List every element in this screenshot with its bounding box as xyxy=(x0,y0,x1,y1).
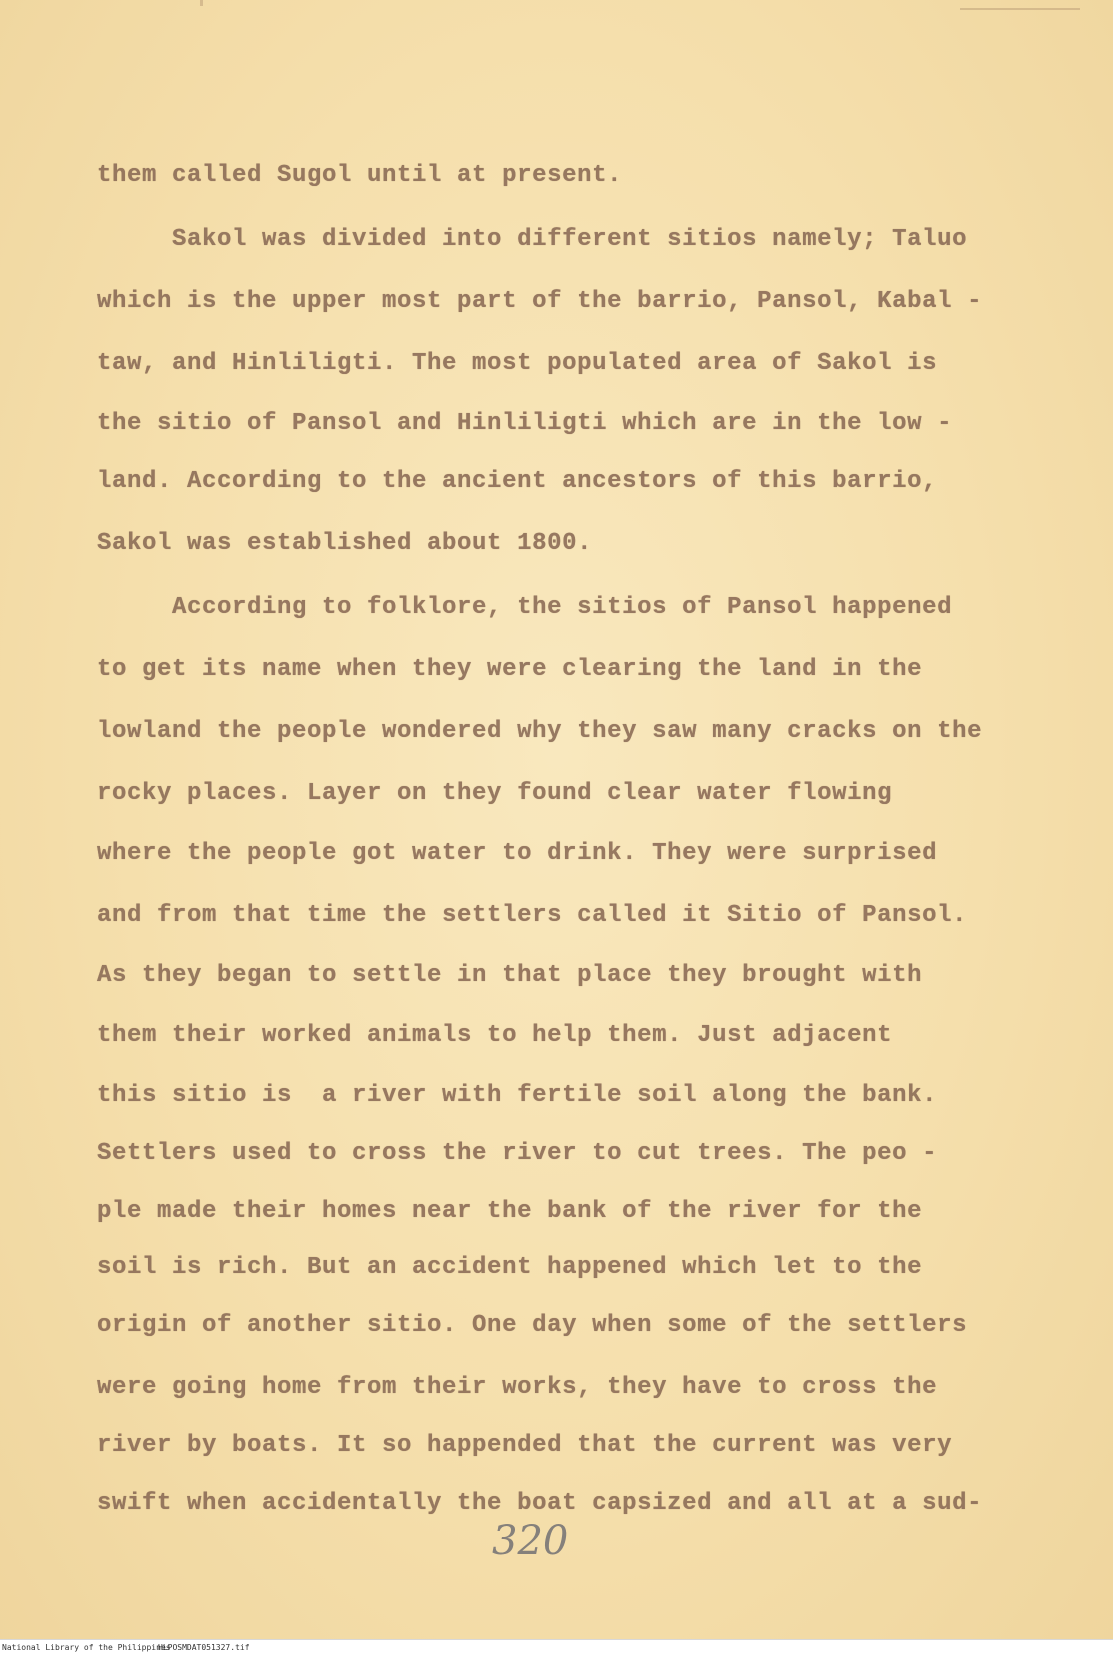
text-line: taw, and Hinliligti. The most populated area of Sakol is xyxy=(97,350,938,377)
text-line: soil is rich. But an accident happened which let to the xyxy=(97,1254,923,1281)
text-line: river by boats. It so happended that the current was very xyxy=(97,1432,953,1459)
text-line: land. According to the ancient ancestors of this barrio, xyxy=(97,468,938,495)
footer-library-name: National Library of the Philippines xyxy=(2,1643,171,1652)
text-line: swift when accidentally the boat capsized and all at a sud- xyxy=(97,1490,983,1517)
text-line: them called Sugol until at present. xyxy=(97,162,623,189)
text-line: rocky places. Layer on they found clear water flowing xyxy=(97,780,893,807)
text-line: to get its name when they were clearing the land in the xyxy=(97,656,923,683)
text-line: origin of another sitio. One day when some of the settlers xyxy=(97,1312,968,1339)
text-line: Settlers used to cross the river to cut trees. The peo - xyxy=(97,1140,938,1167)
text-line: ple made their homes near the bank of the river for the xyxy=(97,1198,923,1225)
text-line: According to folklore, the sitios of Pansol happened xyxy=(97,594,953,621)
text-line: which is the upper most part of the barrio, Pansol, Kabal - xyxy=(97,288,983,315)
text-line: and from that time the settlers called it Sitio of Pansol. xyxy=(97,902,968,929)
text-line: As they began to settle in that place they brought with xyxy=(97,962,923,989)
text-line: Sakol was established about 1800. xyxy=(97,530,593,557)
text-line: the sitio of Pansol and Hinliligti which are in the low - xyxy=(97,410,953,437)
text-line: lowland the people wondered why they saw many cracks on the xyxy=(97,718,983,745)
footer-file-name: HLPOSMDAT051327.tif xyxy=(158,1643,250,1652)
text-line: Sakol was divided into different sitios namely; Taluo xyxy=(97,226,968,253)
text-line: them their worked animals to help them. Just adjacent xyxy=(97,1022,893,1049)
text-line: were going home from their works, they have to cross the xyxy=(97,1374,938,1401)
scan-footer xyxy=(0,1639,1113,1658)
text-line: where the people got water to drink. They were surprised xyxy=(97,840,938,867)
scan-mark xyxy=(200,0,203,6)
handwritten-page-number: 320 xyxy=(492,1518,569,1564)
scan-mark xyxy=(960,8,1080,10)
text-line: this sitio is a river with fertile soil along the bank. xyxy=(97,1082,938,1109)
